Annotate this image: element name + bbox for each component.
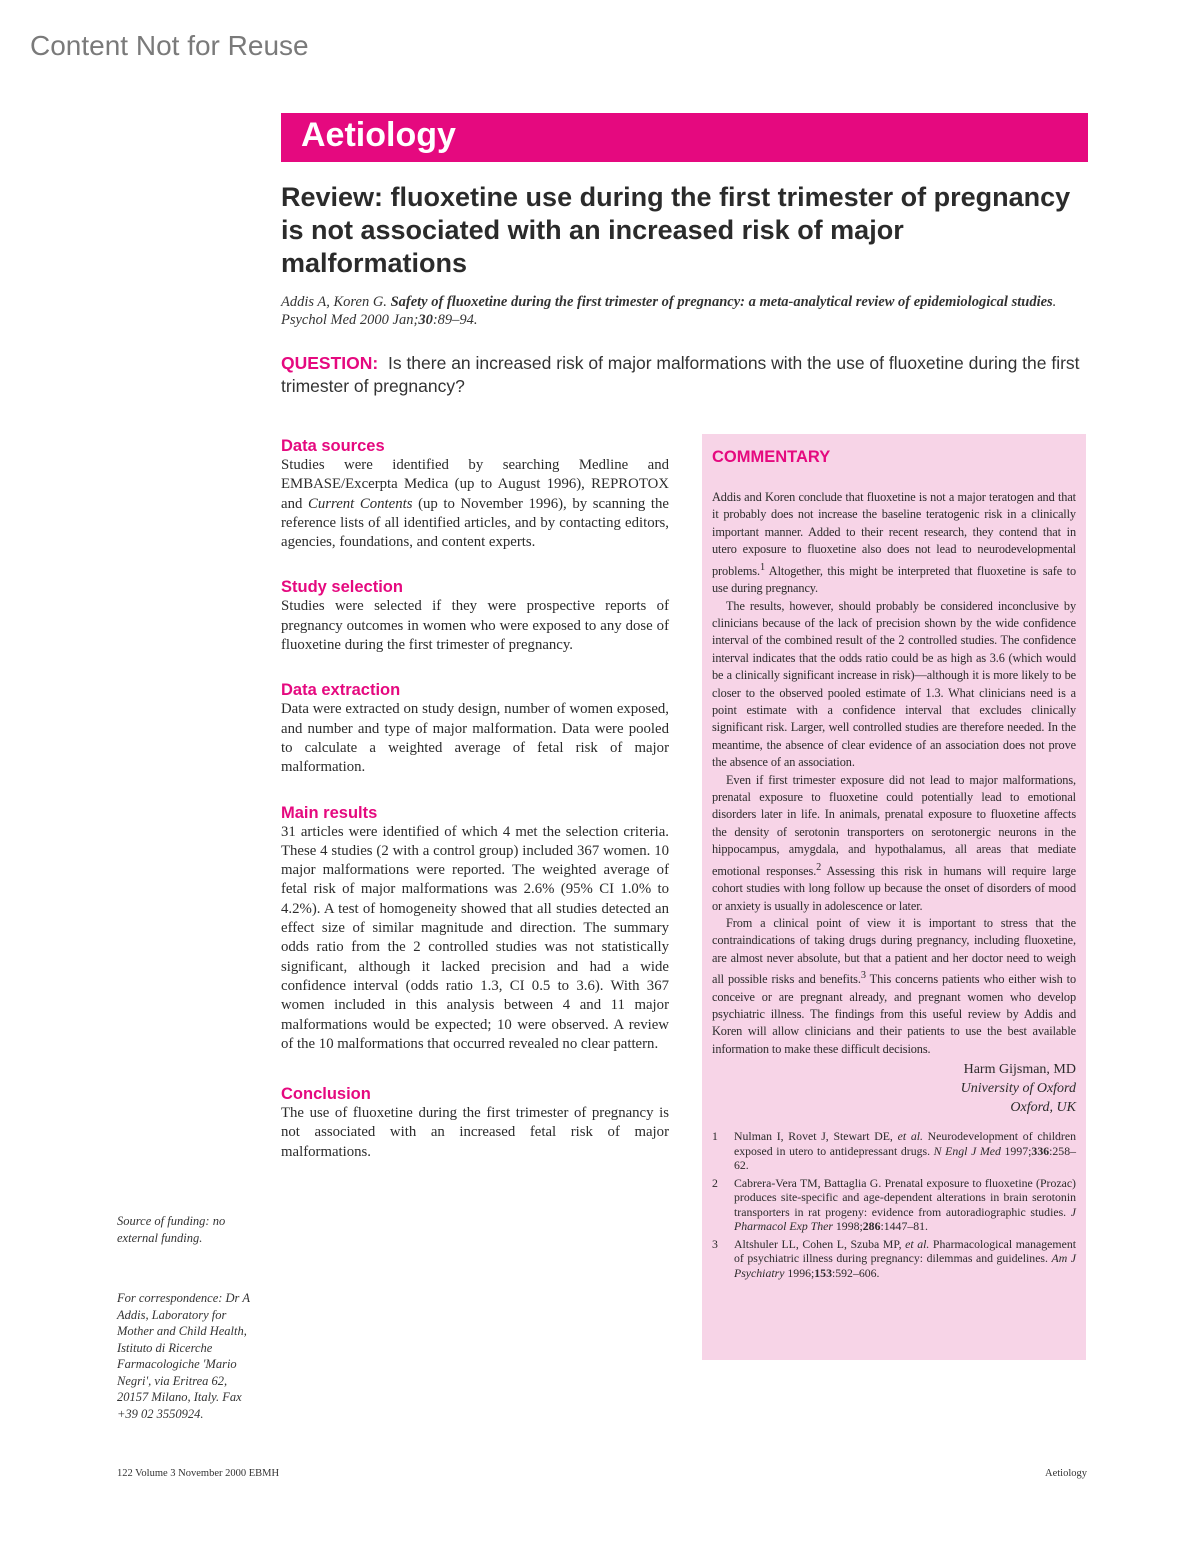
reference-number: 1 [712,1129,718,1144]
funding-note: Source of funding: no external funding. [117,1214,226,1245]
reference-pages: :1447–81. [880,1219,929,1234]
study-selection-text: Studies were selected if they were prospective reports of pregnancy outcomes in women who were exposed to any dose of fluoxetine during the first trimester of pregnancy. [281,598,669,654]
reference-pages: :258–62. [734,1143,1076,1173]
reference-etal: et al. [905,1236,930,1251]
commentary-paragraph: The results, however, should probably be considered inconclusive by clinicians because of the lack of precision shown by the wide confidence interval of the combined result of the 2 controlled studies. The confidence interval indicates that the odds ratio could be as high as 3.6 (which would be a clinically significant increase in risk)—although it is more likely to be closer to the observed pooled estimate of 1.3. What clinicians need is a point estimate with a confidence interval that excludes clinically significant risk. Larger, well controlled studies are therefore needed. In the meantime, the absence of clear evidence of an association does not prove the absence of an association. [712,598,1076,770]
conclusion-section [281,1084,669,1162]
main-results-section [281,803,669,1055]
main-results-text: 31 articles were identified of which 4 met the selection criteria. These 4 studies (2 with a control group) included 367 women. 10 major malformations were reported. The weighted average of fetal risk of major malformations was 2.6% (95% CI 1.0% to 4.2%). A test of homogeneity showed that all studies detected an effect size of similar magnitude and direction. The summary odds ratio from the 2 controlled studies was not statistically significant, although it lacked precision and had a wide confidence interval (odds ratio 1.3, CI 0.5 to 3.6). With 367 women included in this analysis between 4 and 11 major malformations would be expected; 10 were observed. A review of the 10 malformations that occurred revealed no clear pattern. [281,823,669,1052]
article-title: Review: fluoxetine use during the first trimester of pregnancy is not associated with an increased risk of major malformations [281,182,1071,278]
citation-authors: Addis A, Koren G. [281,294,387,310]
signature-place: Oxford, UK [1010,1100,1076,1116]
citation-journal: . Psychol Med 2000 Jan; [281,294,1057,328]
reference-title: Prenatal exposure to fluoxetine (Prozac) produces site-specific and age-dependent alterations in brain serotonin transporters in rat progeny: evidence from autoradiographic studies. [734,1175,1076,1219]
data-sources-section [281,436,669,552]
reference-number: 2 [712,1175,718,1190]
reference-text [734,1237,1076,1281]
reference-item [712,1176,1076,1234]
reference-authors: Cabrera-Vera TM, Battaglia G. [734,1175,885,1190]
reference-year: 1997; [1000,1143,1032,1158]
reference-title: Neurodevelopment of children exposed in utero to antidepressant drugs. [734,1129,1076,1158]
reference-number: 3 [712,1236,718,1251]
reference-title: Pharmacological management of psychiatric illness during pregnancy: dilemmas and guidelines. [734,1236,1076,1266]
commentary-text: Altogether, this might be interpreted that fluoxetine is safe to use during pregnancy. [712,563,1076,596]
data-sources-heading: Data sources [281,437,385,455]
commentary-signature [712,1060,1076,1117]
reference-journal: N Engl J Med [933,1143,1001,1158]
commentary-box [702,434,1086,1360]
conclusion-heading: Conclusion [281,1085,371,1104]
commentary-text: This concerns patients who either wish to conceive or are pregnant already, and pregnant women who develop psychiatric illness. The findings from this useful review by Addis and Koren will allow clinicians and their patients to use the best available information to make these difficult decisions. [712,972,1077,1056]
data-sources-text [281,456,669,552]
main-results-heading: Main results [281,803,378,822]
commentary-paragraph [712,772,1076,915]
summary-column [281,436,669,1187]
citation [281,293,1086,329]
commentary-text: Assessing this risk in humans will require large cohort studies with long follow up because the onset of disorders of mood or anxiety is usually in adolescence or later. [712,863,1076,913]
citation-volume: 30 [418,312,433,328]
reference-text [734,1176,1076,1234]
reference-text [734,1129,1076,1173]
data-sources-text-italic: Current Contents [307,495,413,512]
commentary-text: Addis and Koren conclude that fluoxetine is not a major teratogen and that it probably does not increase the baseline teratogenic risk in a clinically important manner. Added to their recent research, they contend that in utero exposure to fluoxetine also does not lead to neurodevelopmental problems. [712,490,1076,578]
question [281,352,1086,398]
citation-article-title: Safety of fluoxetine during the first trimester of pregnancy: a meta-analytical review of epidemiological studies [390,294,1053,310]
reference-authors: Altshuler LL, Cohen L, Szuba MP, [734,1236,906,1251]
reference-item [712,1237,1076,1281]
citation-pages: :89–94. [432,312,478,328]
conclusion-text: The use of fluoxetine during the first trimester of pregnancy is not associated with an increased fetal risk of major malformations. [281,1105,669,1160]
reference-volume: 336 [1031,1143,1050,1158]
watermark-text: Content Not for Reuse [30,30,309,61]
signature-name: Harm Gijsman, MD [963,1062,1076,1078]
reference-marker: 2 [816,861,822,873]
data-extraction-heading: Data extraction [281,681,401,700]
section-banner [281,113,1088,162]
reference-marker: 3 [860,970,866,982]
study-selection-section [281,577,669,655]
data-sources-text-part: Studies were identified by searching Medline and EMBASE/Excerpta Medica (up to August 1996), REPROTOX and [281,457,669,512]
commentary-text: From a clinical point of view it is important to stress that the contraindications of taking drugs during pregnancy, including fluoxetine, are almost never absolute, but that a patient and her doctor need to weigh all possible risks and benefits. [712,915,1076,987]
reference-journal: J Pharmacol Exp Ther [734,1204,1076,1234]
correspondence-note: For correspondence: Dr A Addis, Laboratory for Mother and Child Health, Istituto di Ricerche Farmacologiche 'Mario Negri', via Eritrea 62, 20157 Milano, Italy. Fax +39 02 3550924. [117,1291,250,1421]
reference-list [712,1129,1076,1280]
question-label: QUESTION: [281,353,379,373]
reference-etal: et al. [897,1129,923,1144]
commentary-heading: COMMENTARY [712,448,831,466]
signature-institution: University of Oxford [960,1081,1076,1097]
data-extraction-section [281,680,669,777]
commentary-text: Even if first trimester exposure did not lead to major malformations, prenatal exposure to fluoxetine could potentially lead to emotional disorders later in life. In animals, prenatal exposure to fluoxetine affects the density of serotonin transporters on serotonergic neurons in the hippocampus, amygdala, and hypothalamus, all areas that mediate emotional responses. [712,772,1076,878]
section-banner-label: Aetiology [301,116,456,154]
footer-left: 122 Volume 3 November 2000 EBMH [117,1468,280,1479]
reference-item [712,1129,1076,1173]
data-sources-text-part: (up to November 1996), by scanning the reference lists of all identified articles, and by contacting editors, agencies, foundations, and content experts. [281,495,669,551]
reference-volume: 286 [862,1219,881,1234]
reference-year: 1996; [784,1265,815,1280]
footer-right: Aetiology [1045,1468,1087,1479]
reference-year: 1998; [832,1219,863,1234]
study-selection-heading: Study selection [281,578,403,597]
reference-journal: Am J Psychiatry [734,1251,1076,1280]
data-extraction-text: Data were extracted on study design, number of women exposed, and number and type of major malformation. Data were pooled to calculate a weighted average of fetal risk of major malformation. [281,701,669,776]
reference-pages: :592–606. [831,1265,880,1280]
commentary-paragraph [712,489,1076,598]
reference-marker: 1 [759,561,765,573]
question-text: Is there an increased risk of major malformations with the use of fluoxetine during the first trimester of pregnancy? [281,353,1080,396]
reference-authors: Nulman I, Rovet J, Stewart DE, [734,1129,898,1144]
reference-volume: 153 [814,1265,832,1280]
commentary-paragraph [712,915,1076,1058]
